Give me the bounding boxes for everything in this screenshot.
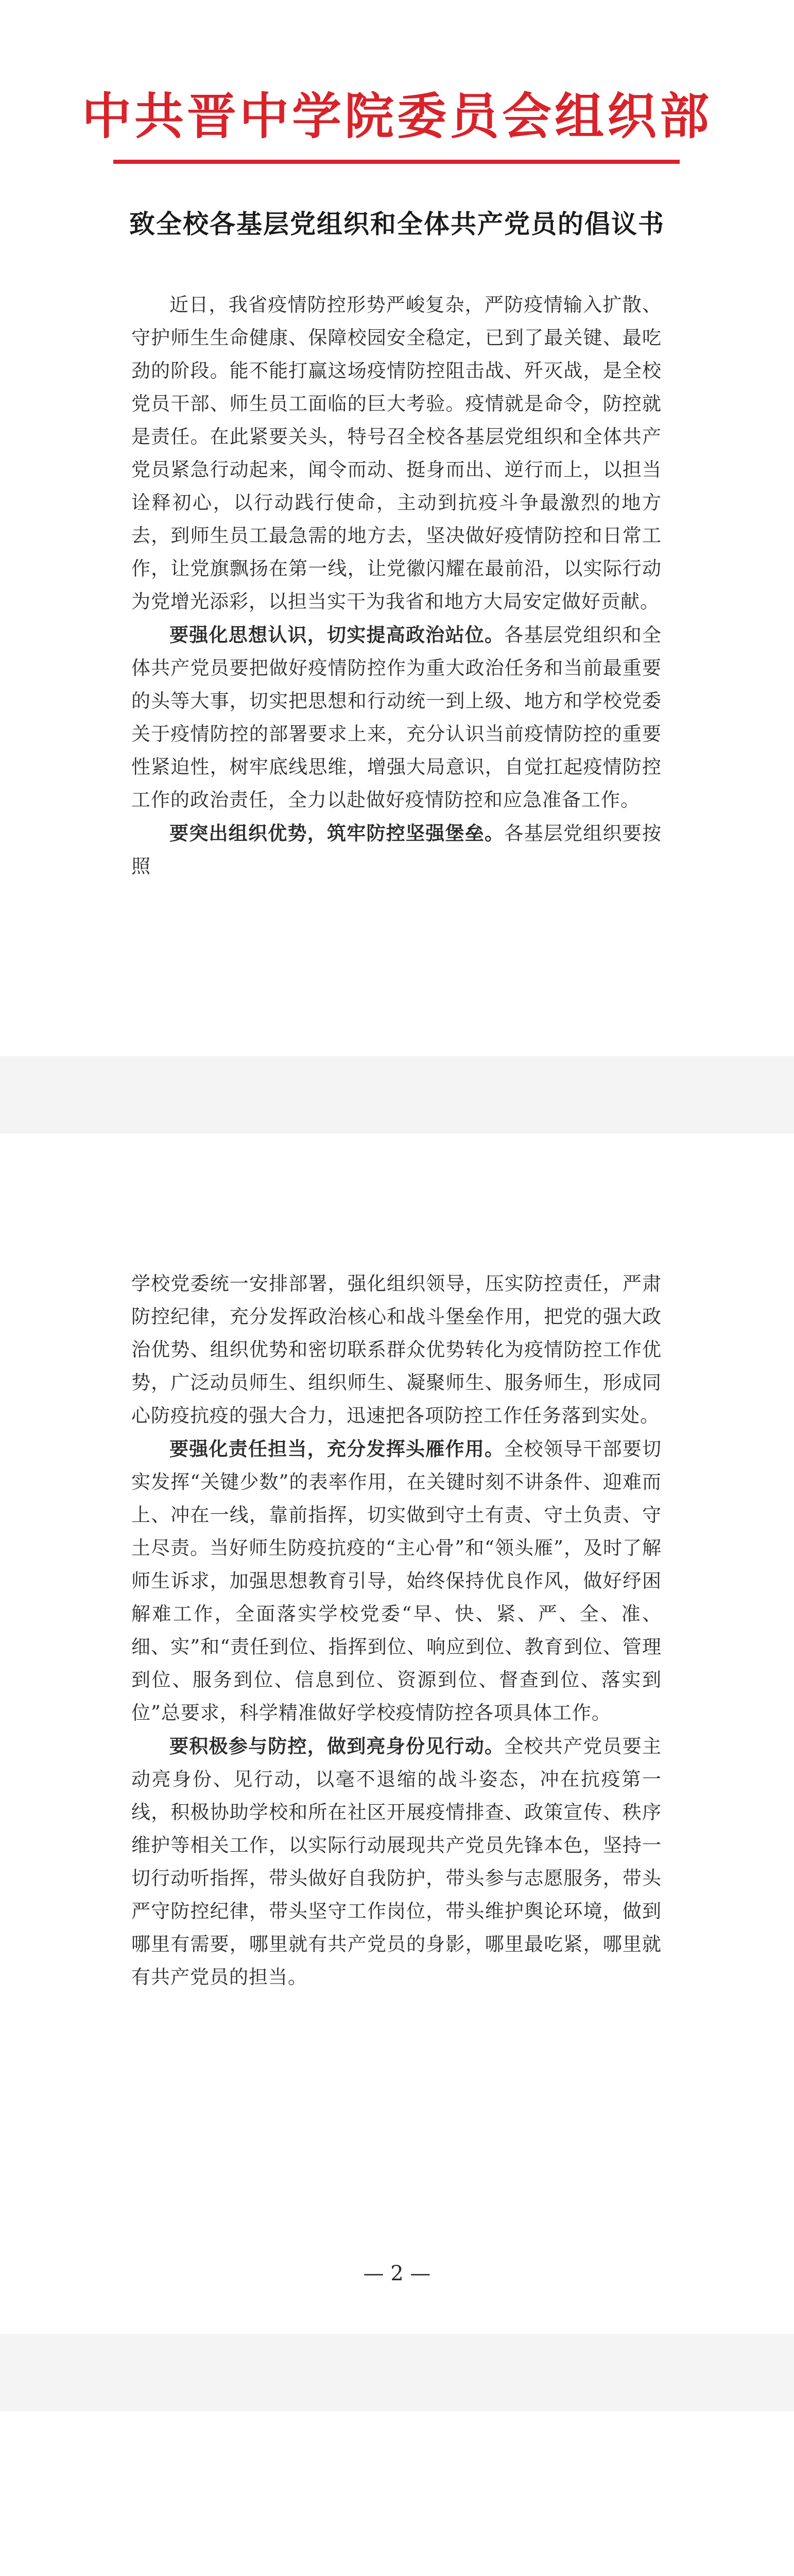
item3-paragraph: [131, 1432, 662, 1730]
document-page-3: [0, 2411, 794, 2576]
red-header-rule: [113, 160, 680, 164]
item2-paragraph: [131, 817, 662, 883]
page1-body: [131, 289, 662, 883]
page2-body: [131, 1267, 662, 1994]
item2-text: 各基层党组织要按照: [131, 822, 662, 877]
document-title: 致全校各基层党组织和全体共产党员的倡议书: [129, 209, 665, 239]
item3-lead: 要强化责任担当，充分发挥头雁作用。: [169, 1437, 505, 1460]
item1-paragraph: [131, 618, 662, 817]
item4-lead: 要积极参与防控，做到亮身份见行动。: [169, 1735, 505, 1757]
item1-lead: 要强化思想认识，切实提高政治站位。: [169, 623, 505, 646]
document-page-2: [0, 1133, 794, 2334]
page-number: — 2 —: [363, 2262, 431, 2285]
item3-text: 全校领导干部要切实发挥“关键少数”的表率作用，在关键时刻不讲条件、迎难而上、冲在一线，靠前指挥，切实做到守土有责、守土负责、守土尽责。当好师生防疫抗疫的“主心骨”和“领头雁”，及时了解师生诉求，加强思想教育引导，始终保持优良作风，做好纾困解难工作，全面落实学校党委“早、快、紧、严、全、准、细、实”和“责任到位、指挥到位、响应到位、教育到位、管理到位、服务到位、信息到位、资源到位、督查到位、落实到位”总要求，科学精准做好学校疫情防控各项具体工作。: [131, 1438, 662, 1724]
item4-paragraph: [131, 1730, 662, 1994]
item2-continued-paragraph: 学校党委统一安排部署，强化组织领导，压实防控责任，严肃防控纪律，充分发挥政治核心和战斗堡垒作用，把党的强大政治优势、组织优势和密切联系群众优势转化为疫情防控工作优势，广泛动员师生、组织师生、凝聚师生、服务师生，形成同心防疫抗疫的强大合力，迅速把各项防控工作任务落到实处。: [131, 1273, 662, 1427]
item1-text: 各基层党组织和全体共产党员要把做好疫情防控作为重大政治任务和当前最重要的头等大事，切实把思想和行动统一到上级、地方和学校党委关于疫情防控的部署要求上来，充分认识当前疫情防控的重要性紧迫性，树牢底线思维，增强大局意识，自觉扛起疫情防控工作的政治责任，全力以赴做好疫情防控和应急准备工作。: [131, 624, 662, 811]
intro-paragraph: 近日，我省疫情防控形势严峻复杂，严防疫情输入扩散、守护师生生命健康、保障校园安全稳定，已到了最关键、最吃劲的阶段。能不能打赢这场疫情防控阻击战、歼灭战，是全校党员干部、师生员工面临的巨大考验。疫情就是命令，防控就是责任。在此紧要关头，特号召全校各基层党组织和全体共产党员紧急行动起来，闻令而动、挺身而出、逆行而上，以担当诠释初心，以行动践行使命，主动到抗疫斗争最激烈的地方去，到师生员工最急需的地方去，坚决做好疫情防控和日常工作，让党旗飘扬在第一线，让党徽闪耀在最前沿，以实际行动为党增光添彩，以担当实干为我省和地方大局安定做好贡献。: [131, 294, 662, 613]
item4-text: 全校共产党员要主动亮身份、见行动，以毫不退缩的战斗姿态，冲在抗疫第一线，积极协助学校和所在社区开展疫情排查、政策宣传、秩序维护等相关工作，以实际行动展现共产党员先锋本色，坚持一切行动听指挥，带头做好自我防护，带头参与志愿服务，带头严守防控纪律，带头坚守工作岗位，带头维护舆论环境，做到哪里有需要，哪里就有共产党员的身影，哪里最吃紧，哪里就有共产党员的担当。: [131, 1735, 662, 1988]
org-header-title: 中共晋中学院委员会组织部: [82, 87, 712, 145]
document-page-1: [0, 0, 794, 1056]
item2-lead: 要突出组织优势，筑牢防控坚强堡垒。: [169, 822, 505, 844]
